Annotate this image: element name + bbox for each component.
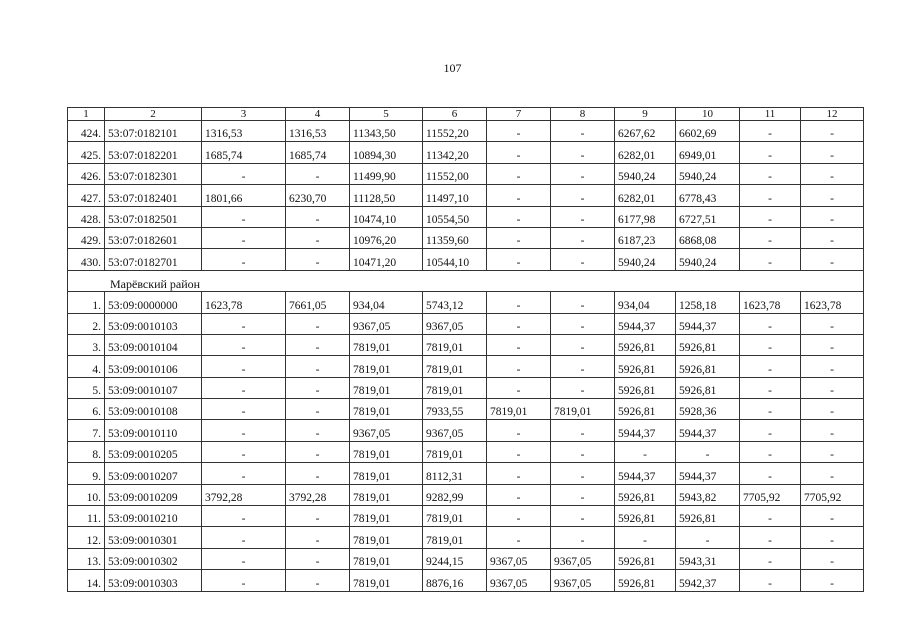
table-row — [68, 548, 864, 569]
table-cell: 5926,81 — [615, 356, 676, 377]
table-cell: - — [740, 570, 801, 591]
table-cell: - — [202, 206, 286, 227]
table-cell: - — [615, 527, 676, 548]
table-cell: - — [551, 142, 615, 163]
table-cell: - — [551, 163, 615, 184]
table-cell: 53:09:0010303 — [105, 570, 202, 591]
table-cell: 7819,01 — [350, 570, 423, 591]
table-cell: 6187,23 — [615, 227, 676, 248]
table-cell: 10894,30 — [350, 142, 423, 163]
table-cell: 3792,28 — [202, 484, 286, 505]
table-cell: 53:09:0010210 — [105, 506, 202, 527]
table-cell: 7819,01 — [350, 548, 423, 569]
page-number: 107 — [443, 61, 462, 75]
table-row — [68, 420, 864, 441]
table-cell: - — [286, 334, 350, 355]
table-row — [68, 377, 864, 398]
table-cell: 7819,01 — [423, 356, 487, 377]
table-cell: 6868,08 — [676, 227, 740, 248]
table-cell: 7661,05 — [286, 292, 350, 313]
table-cell: - — [286, 506, 350, 527]
table-cell: 6778,43 — [676, 185, 740, 206]
table-cell: 7819,01 — [423, 527, 487, 548]
table-cell: 5944,37 — [615, 463, 676, 484]
table-cell: 1. — [68, 292, 105, 313]
column-header: 5 — [350, 108, 423, 121]
table-cell: 53:09:0010205 — [105, 441, 202, 462]
table-cell: - — [487, 463, 551, 484]
table-cell: - — [801, 506, 864, 527]
table-cell: 5940,24 — [676, 163, 740, 184]
table-cell: 6. — [68, 399, 105, 420]
table-cell: - — [487, 506, 551, 527]
column-header: 2 — [105, 108, 202, 121]
table-cell: - — [740, 399, 801, 420]
table-cell: 5944,37 — [615, 313, 676, 334]
table-row — [68, 441, 864, 462]
table-cell: - — [286, 463, 350, 484]
table-cell: - — [202, 570, 286, 591]
table-cell: - — [286, 399, 350, 420]
table-cell: - — [286, 227, 350, 248]
table-cell: - — [740, 420, 801, 441]
table-cell: 53:07:0182601 — [105, 227, 202, 248]
table-cell: 9367,05 — [350, 313, 423, 334]
table-cell: - — [740, 527, 801, 548]
table-cell: 13. — [68, 548, 105, 569]
table-cell: 53:09:0010302 — [105, 548, 202, 569]
table-cell: - — [801, 527, 864, 548]
table-cell: - — [487, 227, 551, 248]
table-cell: 7819,01 — [350, 356, 423, 377]
table-cell: - — [286, 527, 350, 548]
table-cell: - — [286, 249, 350, 270]
table-row — [68, 506, 864, 527]
table-cell: - — [551, 463, 615, 484]
table-cell: - — [286, 420, 350, 441]
table-cell: 53:09:0010106 — [105, 356, 202, 377]
table-cell: 9367,05 — [423, 313, 487, 334]
table-cell: 9. — [68, 463, 105, 484]
table-cell: 430. — [68, 249, 105, 270]
table-cell: 5926,81 — [615, 484, 676, 505]
table-cell: 425. — [68, 142, 105, 163]
table-cell: - — [801, 249, 864, 270]
table-cell: 6602,69 — [676, 121, 740, 142]
table-cell: 5943,31 — [676, 548, 740, 569]
table-cell: - — [487, 334, 551, 355]
table-cell: 5. — [68, 377, 105, 398]
table-body — [68, 108, 864, 592]
table-cell: 53:09:0010103 — [105, 313, 202, 334]
table-cell: - — [801, 334, 864, 355]
table-cell: - — [801, 548, 864, 569]
table-cell: 5940,24 — [676, 249, 740, 270]
table-cell: 1316,53 — [202, 121, 286, 142]
table-cell: 2. — [68, 313, 105, 334]
table-cell: - — [551, 484, 615, 505]
table-cell: - — [551, 227, 615, 248]
table-cell: 1316,53 — [286, 121, 350, 142]
table-cell: - — [551, 206, 615, 227]
table-row — [68, 399, 864, 420]
table-cell: 9367,05 — [551, 548, 615, 569]
table-cell: - — [740, 121, 801, 142]
table-cell: - — [801, 356, 864, 377]
table-cell: - — [487, 185, 551, 206]
table-cell: 5926,81 — [615, 377, 676, 398]
table-cell: - — [551, 441, 615, 462]
table-cell: - — [487, 121, 551, 142]
table-cell: - — [801, 163, 864, 184]
table-cell: - — [740, 206, 801, 227]
table-cell: - — [202, 334, 286, 355]
table-cell: - — [202, 506, 286, 527]
table-row — [68, 570, 864, 591]
table-cell: - — [202, 313, 286, 334]
table-cell: 5926,81 — [676, 506, 740, 527]
table-cell: 5926,81 — [615, 506, 676, 527]
data-table — [67, 107, 864, 592]
table-cell: - — [740, 356, 801, 377]
table-cell: - — [551, 334, 615, 355]
table-row — [68, 206, 864, 227]
table-cell: - — [740, 163, 801, 184]
column-header: 8 — [551, 108, 615, 121]
table-cell: 53:07:0182101 — [105, 121, 202, 142]
table-cell: 7819,01 — [423, 441, 487, 462]
table-cell: - — [286, 163, 350, 184]
table-cell: 5944,37 — [676, 463, 740, 484]
column-header: 10 — [676, 108, 740, 121]
table-cell: 427. — [68, 185, 105, 206]
table-cell: 934,04 — [350, 292, 423, 313]
table-cell: - — [551, 420, 615, 441]
table-cell: - — [487, 420, 551, 441]
column-header: 3 — [202, 108, 286, 121]
table-cell: - — [740, 185, 801, 206]
table-cell: 53:09:0010107 — [105, 377, 202, 398]
table-cell: - — [202, 249, 286, 270]
table-cell: - — [286, 377, 350, 398]
table-cell: - — [801, 399, 864, 420]
table-cell: - — [551, 527, 615, 548]
table-cell: - — [740, 227, 801, 248]
table-cell: - — [202, 548, 286, 569]
table-cell: 53:09:0010207 — [105, 463, 202, 484]
table-cell: 10. — [68, 484, 105, 505]
header-row — [68, 108, 864, 121]
table-cell: - — [740, 334, 801, 355]
table-cell: - — [286, 206, 350, 227]
table-cell: - — [615, 441, 676, 462]
table-cell: 11342,20 — [423, 142, 487, 163]
table-cell: - — [740, 441, 801, 462]
table-cell: 9282,99 — [423, 484, 487, 505]
table-cell: 11. — [68, 506, 105, 527]
table-cell: 7819,01 — [350, 506, 423, 527]
table-cell: - — [202, 399, 286, 420]
table-cell: 1801,66 — [202, 185, 286, 206]
table-row — [68, 121, 864, 142]
table-row — [68, 292, 864, 313]
table-cell: - — [801, 206, 864, 227]
table-cell: - — [202, 527, 286, 548]
table-cell: 53:09:0000000 — [105, 292, 202, 313]
table-row — [68, 356, 864, 377]
table-cell: - — [286, 570, 350, 591]
table-cell: 53:09:0010301 — [105, 527, 202, 548]
table-cell: 6949,01 — [676, 142, 740, 163]
table-cell: 1685,74 — [202, 142, 286, 163]
table-cell: 6727,51 — [676, 206, 740, 227]
table-cell: 1685,74 — [286, 142, 350, 163]
table-cell: 5944,37 — [676, 313, 740, 334]
column-header: 1 — [68, 108, 105, 121]
table-cell: 1258,18 — [676, 292, 740, 313]
table-cell: 7819,01 — [350, 484, 423, 505]
table-cell: - — [286, 441, 350, 462]
table-cell: 53:09:0010209 — [105, 484, 202, 505]
table-cell: 11552,20 — [423, 121, 487, 142]
table-cell: 5743,12 — [423, 292, 487, 313]
table-cell: - — [487, 142, 551, 163]
table-cell: 6282,01 — [615, 142, 676, 163]
table-cell: - — [801, 313, 864, 334]
table-cell: 3. — [68, 334, 105, 355]
table-cell: - — [740, 249, 801, 270]
table-cell: 9367,05 — [551, 570, 615, 591]
table-row — [68, 227, 864, 248]
table-cell: 5928,36 — [676, 399, 740, 420]
table-cell: 424. — [68, 121, 105, 142]
table-cell: 11552,00 — [423, 163, 487, 184]
table-cell: - — [286, 356, 350, 377]
table-cell: - — [551, 506, 615, 527]
table-cell: - — [551, 292, 615, 313]
column-header: 12 — [801, 108, 864, 121]
table-cell: - — [487, 356, 551, 377]
table-cell: 7933,55 — [423, 399, 487, 420]
table-cell: 7819,01 — [350, 441, 423, 462]
table-cell: - — [551, 185, 615, 206]
table-cell: 10471,20 — [350, 249, 423, 270]
table-row — [68, 185, 864, 206]
table-cell: 10474,10 — [350, 206, 423, 227]
table-cell: - — [202, 163, 286, 184]
table-cell: 6282,01 — [615, 185, 676, 206]
table-cell: 1623,78 — [801, 292, 864, 313]
table-cell: 10554,50 — [423, 206, 487, 227]
table-cell: 4. — [68, 356, 105, 377]
table-cell: - — [487, 441, 551, 462]
table-cell: 9367,05 — [487, 548, 551, 569]
table-cell: 7819,01 — [423, 506, 487, 527]
table-cell: 428. — [68, 206, 105, 227]
table-cell: 7705,92 — [801, 484, 864, 505]
table-cell: 10976,20 — [350, 227, 423, 248]
table-cell: 5926,81 — [615, 548, 676, 569]
column-header: 11 — [740, 108, 801, 121]
table-cell: 5926,81 — [615, 399, 676, 420]
table-cell: 10544,10 — [423, 249, 487, 270]
table-cell: - — [202, 441, 286, 462]
table-cell: 5926,81 — [676, 356, 740, 377]
table-cell: - — [801, 227, 864, 248]
section-title: Марёвский район — [68, 270, 864, 291]
table-cell: - — [801, 121, 864, 142]
table-row — [68, 334, 864, 355]
table-cell: 12. — [68, 527, 105, 548]
table-row — [68, 463, 864, 484]
table-cell: 429. — [68, 227, 105, 248]
table-cell: 5942,37 — [676, 570, 740, 591]
table-cell: 426. — [68, 163, 105, 184]
column-header: 7 — [487, 108, 551, 121]
table-cell: - — [740, 463, 801, 484]
table-row — [68, 313, 864, 334]
table-cell: 53:09:0010104 — [105, 334, 202, 355]
table-cell: 5943,82 — [676, 484, 740, 505]
table-cell: - — [801, 570, 864, 591]
table-cell: 11343,50 — [350, 121, 423, 142]
table-cell: - — [676, 441, 740, 462]
section-row — [68, 270, 864, 291]
table-cell: 3792,28 — [286, 484, 350, 505]
table-cell: - — [202, 227, 286, 248]
table-cell: 7819,01 — [350, 377, 423, 398]
table-cell: - — [487, 163, 551, 184]
table-cell: 7819,01 — [423, 334, 487, 355]
table-cell: 7819,01 — [487, 399, 551, 420]
table-cell: 6177,98 — [615, 206, 676, 227]
table-cell: - — [551, 377, 615, 398]
table-cell: 14. — [68, 570, 105, 591]
table-row — [68, 142, 864, 163]
table-cell: - — [740, 377, 801, 398]
table-cell: 5944,37 — [615, 420, 676, 441]
table-cell: - — [740, 506, 801, 527]
column-header: 4 — [286, 108, 350, 121]
table-row — [68, 484, 864, 505]
table-cell: - — [801, 142, 864, 163]
table-row — [68, 527, 864, 548]
table-cell: - — [487, 527, 551, 548]
table-cell: 8876,16 — [423, 570, 487, 591]
table-cell: - — [551, 313, 615, 334]
table-cell: 5926,81 — [676, 334, 740, 355]
table-row — [68, 163, 864, 184]
table-cell: 5926,81 — [615, 334, 676, 355]
table-cell: 53:07:0182701 — [105, 249, 202, 270]
column-header: 9 — [615, 108, 676, 121]
table-cell: 5926,81 — [615, 570, 676, 591]
table-cell: - — [740, 142, 801, 163]
table-cell: - — [202, 420, 286, 441]
table-cell: - — [801, 463, 864, 484]
table-cell: 5944,37 — [676, 420, 740, 441]
table-cell: 934,04 — [615, 292, 676, 313]
table-cell: 11359,60 — [423, 227, 487, 248]
table-cell: - — [487, 292, 551, 313]
table-cell: 7. — [68, 420, 105, 441]
table-cell: 7819,01 — [551, 399, 615, 420]
table-cell: - — [487, 377, 551, 398]
column-header: 6 — [423, 108, 487, 121]
table-cell: 11499,90 — [350, 163, 423, 184]
table-cell: - — [286, 313, 350, 334]
table-cell: 9367,05 — [423, 420, 487, 441]
table-cell: 5926,81 — [676, 377, 740, 398]
table-cell: 1623,78 — [740, 292, 801, 313]
table-cell: 53:09:0010108 — [105, 399, 202, 420]
table-cell: - — [801, 185, 864, 206]
table-cell: - — [801, 420, 864, 441]
table-cell: 11128,50 — [350, 185, 423, 206]
table-cell: - — [202, 377, 286, 398]
table-cell: 7819,01 — [350, 527, 423, 548]
table-cell: - — [740, 313, 801, 334]
table-cell: 7819,01 — [423, 377, 487, 398]
table-cell: - — [202, 463, 286, 484]
table-cell: - — [740, 548, 801, 569]
table-cell: - — [801, 377, 864, 398]
table-cell: 53:07:0182301 — [105, 163, 202, 184]
table-cell: 5940,24 — [615, 249, 676, 270]
table-cell: 7705,92 — [740, 484, 801, 505]
table-cell: 1623,78 — [202, 292, 286, 313]
table-cell: - — [551, 121, 615, 142]
table-cell: 7819,01 — [350, 463, 423, 484]
table-cell: 7819,01 — [350, 399, 423, 420]
table-cell: 53:07:0182401 — [105, 185, 202, 206]
table-cell: 5940,24 — [615, 163, 676, 184]
table-cell: 53:07:0182201 — [105, 142, 202, 163]
table-cell: - — [801, 441, 864, 462]
table-cell: 53:07:0182501 — [105, 206, 202, 227]
table-cell: - — [551, 249, 615, 270]
table-cell: 6230,70 — [286, 185, 350, 206]
table-cell: - — [487, 206, 551, 227]
table-cell: 8112,31 — [423, 463, 487, 484]
table-cell: - — [487, 249, 551, 270]
table-cell: - — [487, 484, 551, 505]
table-cell: 7819,01 — [350, 334, 423, 355]
table-cell: 9244,15 — [423, 548, 487, 569]
table-cell: 6267,62 — [615, 121, 676, 142]
table-cell: - — [676, 527, 740, 548]
table-cell: 53:09:0010110 — [105, 420, 202, 441]
table-cell: 11497,10 — [423, 185, 487, 206]
table-cell: 8. — [68, 441, 105, 462]
table-cell: - — [551, 356, 615, 377]
table-cell: - — [202, 356, 286, 377]
table-row — [68, 249, 864, 270]
table-cell: - — [487, 313, 551, 334]
table-cell: - — [286, 548, 350, 569]
table-cell: 9367,05 — [350, 420, 423, 441]
table-cell: 9367,05 — [487, 570, 551, 591]
